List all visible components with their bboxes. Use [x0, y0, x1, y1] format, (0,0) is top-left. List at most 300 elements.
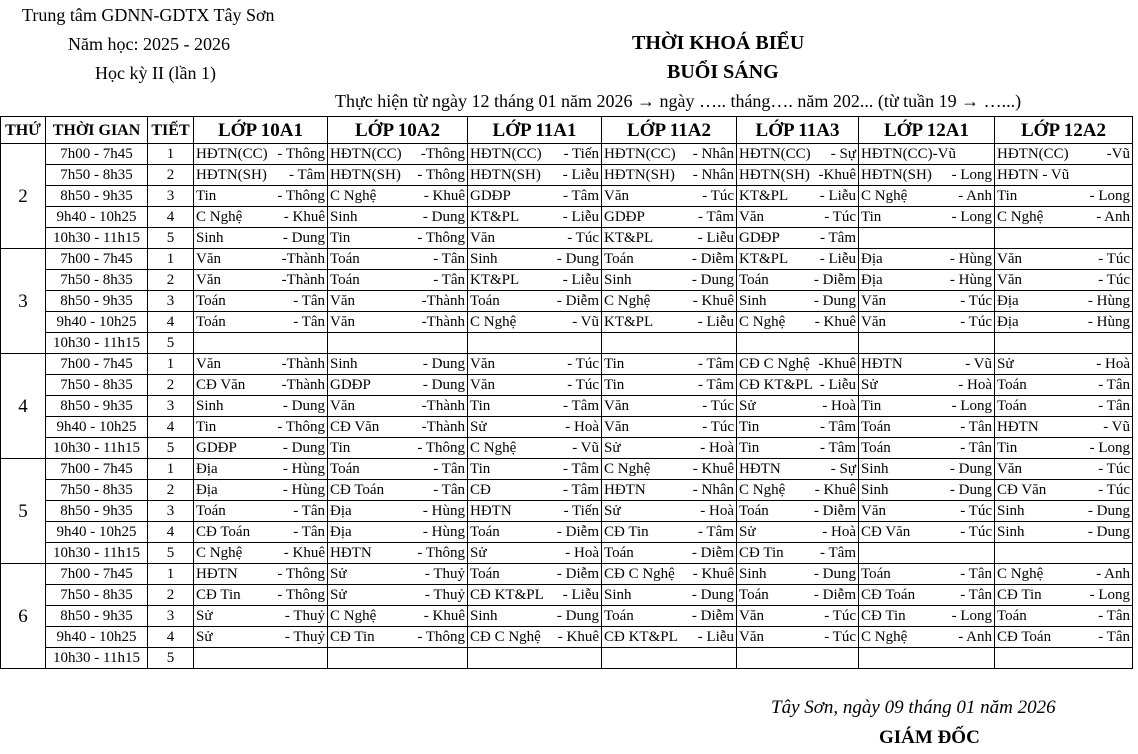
teacher: - Dung [691, 271, 734, 288]
subject: Tin [739, 439, 760, 456]
period-cell: 5 [148, 648, 194, 669]
class-cell [737, 249, 859, 270]
subject: HĐTN(SH) [604, 166, 675, 183]
teacher: - Liễu [697, 628, 734, 645]
class-cell [737, 144, 859, 165]
subject: CĐ C Nghệ [470, 628, 541, 645]
subject: Toán [861, 565, 891, 582]
subject: HĐTN(SH) [330, 166, 401, 183]
teacher: - Túc [702, 418, 734, 435]
class-cell [194, 312, 328, 333]
teacher: - Tiến [563, 502, 599, 519]
teacher: - Thuỷ [284, 607, 325, 624]
subject: CĐ Tin [861, 607, 906, 624]
class-cell [328, 333, 468, 354]
time-cell: 7h50 - 8h35 [46, 375, 148, 396]
class-cell [602, 585, 737, 606]
teacher: -Khuê [818, 355, 856, 372]
class-cell [328, 354, 468, 375]
teacher: - Hoà [700, 502, 734, 519]
col-header-12a2: LỚP 12A2 [995, 117, 1133, 144]
subject: HĐTN(CC) [196, 145, 268, 162]
teacher: - Khuê [557, 628, 599, 645]
subject: Toán [861, 418, 891, 435]
class-cell [468, 417, 602, 438]
org-name: Trung tâm GDNN-GDTX Tây Sơn [22, 5, 275, 25]
period-cell: 5 [148, 543, 194, 564]
teacher: - Diễm [556, 523, 599, 540]
class-cell [602, 606, 737, 627]
teacher: - Hoà [565, 418, 599, 435]
teacher: - Liễu [562, 208, 599, 225]
teacher: - Vũ [965, 355, 992, 372]
class-cell [194, 354, 328, 375]
subject: Tin [997, 187, 1018, 204]
class-cell [995, 501, 1133, 522]
class-cell [194, 291, 328, 312]
class-cell [737, 543, 859, 564]
class-cell [737, 606, 859, 627]
time-cell: 9h40 - 10h25 [46, 417, 148, 438]
period-cell: 3 [148, 606, 194, 627]
teacher: - Liễu [819, 187, 856, 204]
class-cell [859, 312, 995, 333]
time-cell: 10h30 - 11h15 [46, 438, 148, 459]
teacher: - Túc [702, 187, 734, 204]
teacher: - Khuê [423, 607, 465, 624]
class-cell [328, 627, 468, 648]
class-cell [859, 354, 995, 375]
subject: Địa [196, 460, 218, 477]
period-cell: 5 [148, 228, 194, 249]
class-cell [737, 480, 859, 501]
subject: Văn [330, 313, 355, 330]
teacher: - Hùng [282, 460, 325, 477]
teacher: - Thông [417, 229, 465, 246]
class-cell [859, 396, 995, 417]
teacher: - Hoà [822, 397, 856, 414]
subject: Tin [604, 355, 625, 372]
subject: Sinh [997, 523, 1025, 540]
class-cell [194, 165, 328, 186]
class-cell [737, 648, 859, 669]
subject: Văn [604, 187, 629, 204]
subject: HĐTN(SH) [470, 166, 541, 183]
class-cell [602, 249, 737, 270]
teacher: - Dung [282, 439, 325, 456]
teacher: - Hùng [1087, 313, 1130, 330]
page-title: THỜI KHOÁ BIỂU [632, 32, 805, 54]
class-cell [995, 165, 1133, 186]
col-header-time: THỜI GIAN [46, 117, 148, 144]
subject: CĐ Tin [330, 628, 375, 645]
teacher: - Liễu [819, 250, 856, 267]
class-cell [995, 144, 1133, 165]
period-cell: 2 [148, 270, 194, 291]
teacher: -Khuê [818, 166, 856, 183]
class-cell [194, 207, 328, 228]
table-row [1, 228, 1133, 249]
time-cell: 7h00 - 7h45 [46, 564, 148, 585]
teacher: - Tân [293, 502, 325, 519]
class-cell [468, 144, 602, 165]
teacher: - Dung [1087, 502, 1130, 519]
class-cell [859, 585, 995, 606]
subject: HĐTN(SH) [739, 166, 810, 183]
teacher: - Diễm [691, 607, 734, 624]
subject: Tin [604, 376, 625, 393]
class-cell [995, 312, 1133, 333]
class-cell [602, 144, 737, 165]
class-cell [328, 207, 468, 228]
teacher: - Dung [422, 208, 465, 225]
class-cell [328, 144, 468, 165]
subject: Sử [604, 439, 621, 456]
subject: Sinh [604, 586, 632, 603]
subject: Toán [997, 397, 1027, 414]
teacher: - Diễm [813, 502, 856, 519]
col-header-10a1: LỚP 10A1 [194, 117, 328, 144]
teacher: - Dung [282, 229, 325, 246]
subject: KT&PL [604, 313, 654, 330]
effective-period: Thực hiện từ ngày 12 tháng 01 năm 2026 → ngày ….. tháng…. năm 202... (từ tuần 19 → …...) [335, 91, 1022, 111]
teacher: - Diễm [691, 544, 734, 561]
subject: Văn [739, 607, 764, 624]
class-cell [468, 186, 602, 207]
subject: HĐTN - Vũ [997, 166, 1070, 183]
class-cell [859, 438, 995, 459]
subject: Sử [330, 565, 347, 582]
class-cell [859, 291, 995, 312]
teacher: - Liễu [562, 271, 599, 288]
class-cell [737, 627, 859, 648]
class-cell [602, 648, 737, 669]
subject: HĐTN(SH) [861, 166, 932, 183]
class-cell [859, 333, 995, 354]
subject: Văn [997, 271, 1022, 288]
subject: Văn [997, 460, 1022, 477]
teacher: - Tân [960, 565, 992, 582]
teacher: -Thành [421, 418, 465, 435]
teacher: - Tân [960, 586, 992, 603]
teacher: - Thông [417, 628, 465, 645]
subject: Toán [330, 250, 360, 267]
class-cell [859, 207, 995, 228]
time-cell: 10h30 - 11h15 [46, 228, 148, 249]
subject: Văn [604, 397, 629, 414]
teacher: - Tâm [698, 208, 734, 225]
teacher: - Long [1089, 187, 1130, 204]
class-cell [737, 375, 859, 396]
subject: C Nghệ [739, 313, 786, 330]
teacher: - Tâm [820, 544, 856, 561]
subject: GDĐP [196, 439, 237, 456]
subject: Sử [470, 544, 487, 561]
teacher: - Tân [293, 313, 325, 330]
header-row [1, 117, 1133, 144]
teacher: - Tâm [563, 460, 599, 477]
class-cell [995, 606, 1133, 627]
class-cell [737, 501, 859, 522]
teacher: - Hùng [422, 502, 465, 519]
teacher: - Dung [813, 565, 856, 582]
subject: C Nghệ [470, 439, 517, 456]
class-cell [737, 438, 859, 459]
teacher: - Khuê [692, 292, 734, 309]
class-cell [468, 606, 602, 627]
subject: CĐ Văn [330, 418, 380, 435]
teacher: - Nhân [692, 481, 734, 498]
class-cell [328, 396, 468, 417]
subject: Sinh [997, 502, 1025, 519]
teacher: - Thông [277, 145, 325, 162]
class-cell [194, 144, 328, 165]
subject: Sinh [470, 607, 498, 624]
class-cell [737, 291, 859, 312]
class-cell [194, 459, 328, 480]
class-cell [194, 186, 328, 207]
class-cell [468, 438, 602, 459]
subject: HĐTN [861, 355, 903, 372]
semester: Học kỳ II (lần 1) [95, 63, 216, 83]
period-cell: 5 [148, 333, 194, 354]
class-cell [859, 165, 995, 186]
class-cell [194, 438, 328, 459]
page-subtitle: BUỔI SÁNG [667, 61, 779, 83]
class-cell [468, 375, 602, 396]
class-cell [328, 417, 468, 438]
col-header-11a3: LỚP 11A3 [737, 117, 859, 144]
table-row [1, 459, 1133, 480]
subject: HĐTN(SH) [196, 166, 267, 183]
subject: GDĐP [604, 208, 645, 225]
class-cell [995, 480, 1133, 501]
subject: Địa [861, 271, 883, 288]
period-cell: 2 [148, 585, 194, 606]
period-cell: 4 [148, 522, 194, 543]
teacher: - Liễu [819, 376, 856, 393]
subject: Toán [739, 271, 769, 288]
subject: C Nghệ [196, 544, 243, 561]
subject: Văn [196, 355, 221, 372]
class-cell [468, 270, 602, 291]
subject: Toán [739, 502, 769, 519]
class-cell [602, 333, 737, 354]
class-cell [328, 606, 468, 627]
class-cell [602, 207, 737, 228]
teacher: - Hùng [949, 271, 992, 288]
table-row [1, 291, 1133, 312]
class-cell [602, 165, 737, 186]
class-cell [194, 480, 328, 501]
teacher: - Dung [813, 292, 856, 309]
class-cell [995, 438, 1133, 459]
subject: CĐ KT&PL [470, 586, 544, 603]
class-cell [995, 333, 1133, 354]
subject: Tin [997, 439, 1018, 456]
teacher: - Hùng [949, 250, 992, 267]
class-cell [602, 522, 737, 543]
class-cell [468, 564, 602, 585]
class-cell [602, 396, 737, 417]
col-header-11a2: LỚP 11A2 [602, 117, 737, 144]
teacher: - Tâm [563, 481, 599, 498]
table-row [1, 270, 1133, 291]
class-cell [859, 543, 995, 564]
class-cell [602, 375, 737, 396]
subject: Toán [604, 250, 634, 267]
subject: Văn [470, 355, 495, 372]
time-cell: 9h40 - 10h25 [46, 312, 148, 333]
subject: Sinh [470, 250, 498, 267]
period-cell: 1 [148, 564, 194, 585]
table-row [1, 186, 1133, 207]
teacher: - Nhân [692, 166, 734, 183]
period-cell: 1 [148, 354, 194, 375]
class-cell [468, 627, 602, 648]
table-row [1, 312, 1133, 333]
class-cell [328, 270, 468, 291]
subject: Sử [604, 502, 621, 519]
teacher: - Tâm [698, 355, 734, 372]
teacher: - Tân [293, 523, 325, 540]
day-cell: 4 [1, 354, 46, 459]
time-cell: 10h30 - 11h15 [46, 543, 148, 564]
class-cell [602, 564, 737, 585]
teacher: - Tân [433, 271, 465, 288]
class-cell [737, 270, 859, 291]
school-year: Năm học: 2025 - 2026 [68, 34, 230, 54]
teacher: - Dung [556, 250, 599, 267]
teacher: - Vũ [572, 313, 599, 330]
day-cell: 3 [1, 249, 46, 354]
teacher: -Thành [421, 313, 465, 330]
subject: Văn [861, 313, 886, 330]
class-cell [328, 501, 468, 522]
subject: Sinh [196, 397, 224, 414]
subject: CĐ C Nghệ [604, 565, 675, 582]
teacher: - Hoà [700, 439, 734, 456]
period-cell: 1 [148, 459, 194, 480]
subject: CĐ C Nghệ [739, 355, 810, 372]
class-cell [468, 207, 602, 228]
teacher: - Khuê [814, 313, 856, 330]
col-header-period: TIẾT [148, 117, 194, 144]
subject: Địa [330, 523, 352, 540]
class-cell [602, 459, 737, 480]
class-cell [995, 186, 1133, 207]
class-cell [328, 228, 468, 249]
teacher: - Tiến [563, 145, 599, 162]
teacher: - Tân [433, 250, 465, 267]
subject: HĐTN(CC) [997, 145, 1069, 162]
subject: HĐTN(CC)-Vũ [861, 145, 956, 162]
subject: C Nghệ [861, 187, 908, 204]
teacher: -Thành [281, 376, 325, 393]
teacher: - Dung [949, 481, 992, 498]
class-cell [995, 522, 1133, 543]
day-cell: 5 [1, 459, 46, 564]
subject: Toán [470, 565, 500, 582]
class-cell [328, 438, 468, 459]
subject: Sử [196, 607, 213, 624]
period-cell: 4 [148, 312, 194, 333]
teacher: - Khuê [423, 187, 465, 204]
teacher: - Long [951, 397, 992, 414]
teacher: - Hoà [565, 544, 599, 561]
class-cell [859, 249, 995, 270]
teacher: - Tâm [563, 397, 599, 414]
class-cell [995, 417, 1133, 438]
subject: CĐ [470, 481, 491, 498]
subject: Văn [739, 628, 764, 645]
teacher: - Túc [567, 229, 599, 246]
class-cell [995, 375, 1133, 396]
teacher: - Khuê [692, 565, 734, 582]
subject: HĐTN(CC) [330, 145, 402, 162]
subject: CĐ Văn [196, 376, 246, 393]
subject: C Nghệ [330, 607, 377, 624]
table-row [1, 438, 1133, 459]
teacher: - Túc [824, 628, 856, 645]
class-cell [328, 249, 468, 270]
class-cell [859, 606, 995, 627]
class-cell [194, 417, 328, 438]
class-cell [194, 375, 328, 396]
class-cell [995, 291, 1133, 312]
class-cell [995, 354, 1133, 375]
subject: Văn [196, 250, 221, 267]
subject: Địa [861, 250, 883, 267]
subject: CĐ Tin [604, 523, 649, 540]
class-cell [737, 312, 859, 333]
subject: C Nghệ [604, 460, 651, 477]
subject: CĐ KT&PL [604, 628, 678, 645]
class-cell [602, 186, 737, 207]
class-cell [859, 228, 995, 249]
teacher: -Thành [421, 292, 465, 309]
table-row [1, 417, 1133, 438]
time-cell: 8h50 - 9h35 [46, 186, 148, 207]
subject: Văn [739, 208, 764, 225]
class-cell [468, 648, 602, 669]
class-cell [194, 606, 328, 627]
teacher: - Long [951, 208, 992, 225]
class-cell [602, 438, 737, 459]
teacher: - Tân [293, 292, 325, 309]
subject: Sử [997, 355, 1014, 372]
teacher: - Tân [433, 481, 465, 498]
teacher: - Diễm [813, 586, 856, 603]
table-row [1, 564, 1133, 585]
table-row [1, 375, 1133, 396]
class-cell [194, 396, 328, 417]
teacher: - Hùng [1087, 292, 1130, 309]
subject: Sử [330, 586, 347, 603]
teacher: - Diễm [691, 250, 734, 267]
teacher: - Dung [1087, 523, 1130, 540]
time-cell: 7h00 - 7h45 [46, 144, 148, 165]
teacher: - Tân [1098, 397, 1130, 414]
subject: Tin [330, 439, 351, 456]
class-cell [602, 354, 737, 375]
class-cell [328, 564, 468, 585]
subject: Toán [604, 607, 634, 624]
teacher: - Sự [830, 145, 856, 162]
subject: CĐ Tin [739, 544, 784, 561]
teacher: - Hùng [422, 523, 465, 540]
subject: Văn [196, 271, 221, 288]
